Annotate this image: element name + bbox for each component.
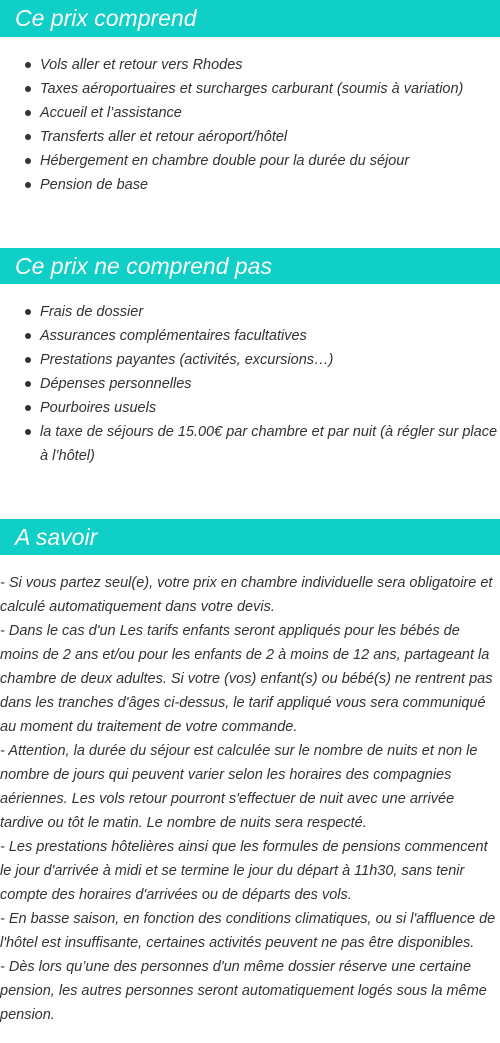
info-paragraph: - Attention, la durée du séjour est calculée sur le nombre de nuits et non le nombre de jours qui peuvent varier selon les horaires des compagnies aériennes. Les vols retour pourront s'effectuer de nuit avec une arrivée tardive ou tôt le matin. Le nombre de nuits sera respecté. bbox=[0, 743, 478, 831]
list-item-text: Pourboires usuels bbox=[40, 400, 157, 416]
bullet-icon bbox=[25, 110, 31, 116]
section-title-info: A savoir bbox=[0, 519, 500, 555]
bullet-icon bbox=[25, 381, 31, 387]
list-item bbox=[0, 149, 500, 173]
info-text bbox=[0, 571, 500, 1027]
info-paragraph: - Les prestations hôtelières ainsi que les formules de pensions commencent le jour d'arrivée à midi et se termine le jour du départ à 11h30, sans tenir compte des horaires d'arrivées ou de départs des vols. bbox=[0, 839, 488, 903]
bullet-icon bbox=[25, 62, 31, 68]
bullet-icon bbox=[25, 357, 31, 363]
excludes-list bbox=[0, 300, 500, 468]
list-item bbox=[0, 324, 500, 348]
bullet-icon bbox=[25, 182, 31, 188]
bullet-icon bbox=[25, 86, 31, 92]
bullet-icon bbox=[25, 158, 31, 164]
list-item bbox=[0, 173, 500, 197]
list-item-text: la taxe de séjours de 15.00€ par chambre et par nuit (à régler sur place à l’hôtel) bbox=[40, 424, 498, 464]
info-paragraph: - Si vous partez seul(e), votre prix en chambre individuelle sera obligatoire et calculé automatiquement dans votre devis. bbox=[0, 575, 493, 615]
list-item-text: Prestations payantes (activités, excursions…) bbox=[40, 352, 334, 368]
info-paragraph: - Dans le cas d'un Les tarifs enfants seront appliqués pour les bébés de moins de 2 ans et/ou pour les enfants de 2 à moins de 12 ans, partageant la chambre de deux adultes. Si votre (vos) enfant(s) ou bébé(s) ne rentrent pas dans les tranches d'âges ci-dessus, le tarif appliqué vous sera communiqué au moment du traitement de votre commande. bbox=[0, 623, 493, 735]
list-item bbox=[0, 53, 500, 77]
list-item-text: Dépenses personnelles bbox=[40, 376, 192, 392]
bullet-icon bbox=[25, 134, 31, 140]
list-item-text: Pension de base bbox=[40, 177, 149, 193]
section-title-excludes: Ce prix ne comprend pas bbox=[0, 248, 500, 284]
includes-list bbox=[0, 53, 500, 197]
bullet-icon bbox=[25, 405, 31, 411]
list-item-text: Accueil et l’assistance bbox=[40, 105, 182, 121]
list-item bbox=[0, 372, 500, 396]
list-item-text: Taxes aéroportuaires et surcharges carburant (soumis à variation) bbox=[40, 81, 464, 97]
bullet-icon bbox=[25, 333, 31, 339]
list-item-text: Transferts aller et retour aéroport/hôtel bbox=[40, 129, 288, 145]
section-title-includes: Ce prix comprend bbox=[0, 0, 500, 37]
info-paragraph: - Dès lors qu’une des personnes d'un même dossier réserve une certaine pension, les autres personnes seront automatiquement logés sous la même pension. bbox=[0, 959, 487, 1023]
list-item-text: Assurances complémentaires facultatives bbox=[40, 328, 307, 344]
list-item-text: Frais de dossier bbox=[40, 304, 144, 320]
list-item bbox=[0, 77, 500, 101]
list-item bbox=[0, 125, 500, 149]
info-paragraph: - En basse saison, en fonction des conditions climatiques, ou si l'affluence de l'hôtel est insuffisante, certaines activités peuvent ne pas être disponibles. bbox=[0, 911, 496, 951]
bullet-icon bbox=[25, 429, 31, 435]
list-item bbox=[0, 300, 500, 324]
list-item bbox=[0, 420, 500, 468]
list-item-text: Vols aller et retour vers Rhodes bbox=[40, 57, 243, 73]
list-item bbox=[0, 101, 500, 125]
list-item bbox=[0, 396, 500, 420]
list-item bbox=[0, 348, 500, 372]
list-item-text: Hébergement en chambre double pour la durée du séjour bbox=[40, 153, 410, 169]
bullet-icon bbox=[25, 309, 31, 315]
